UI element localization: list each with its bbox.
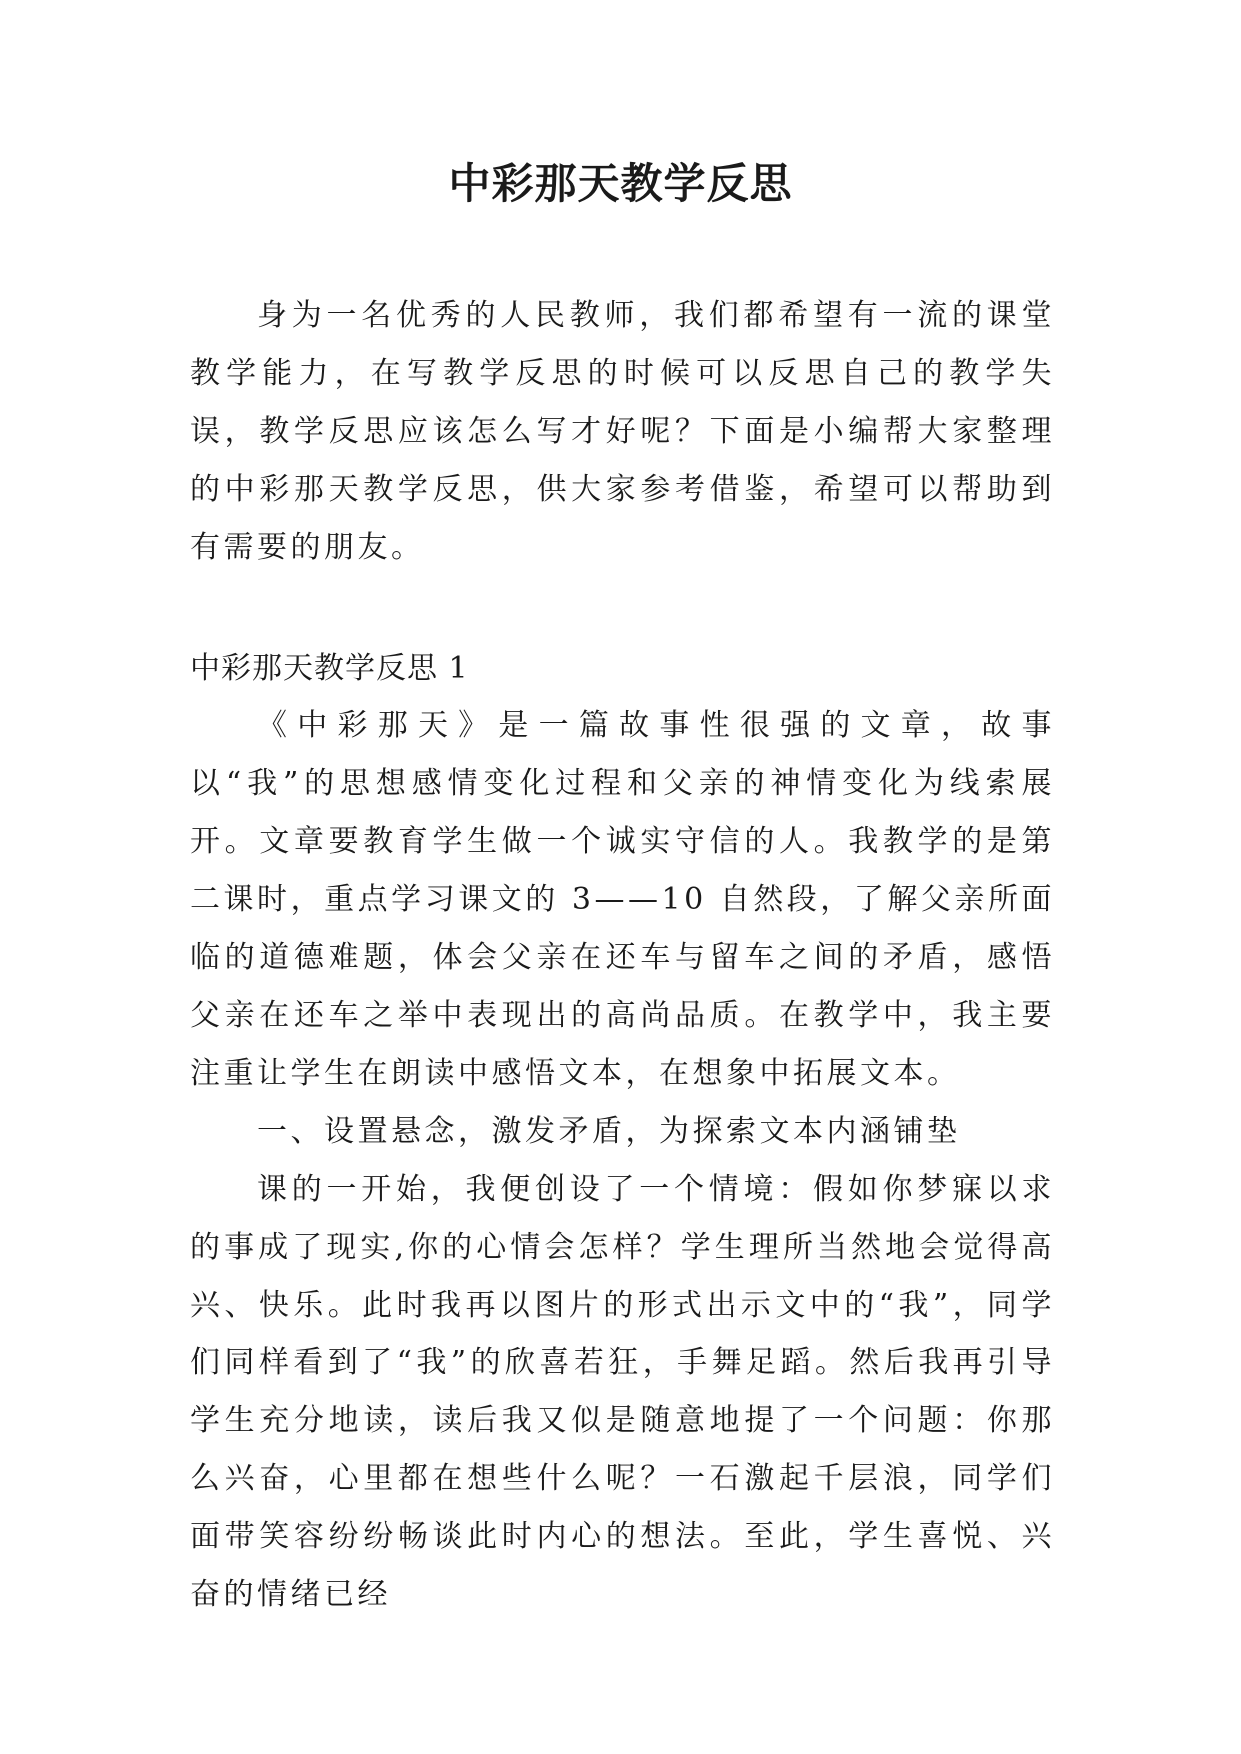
section-heading: 中彩那天教学反思 1 <box>190 650 469 686</box>
intro-paragraph: 身为一名优秀的人民教师，我们都希望有一流的课堂教学能力，在写教学反思的时候可以反思自己的教学失误，教学反思应该怎么写才好呢？下面是小编帮大家整理的中彩那天教学反思，供大家参考借鉴，希望可以帮助到有需要的朋友。 <box>190 298 1055 565</box>
paragraph-gap <box>190 577 1055 640</box>
document-body <box>190 287 1055 1624</box>
body-paragraph: 《中彩那天》是一篇故事性很强的文章，故事以“我”的思想感情变化过程和父亲的神情变化为线索展开。文章要教育学生做一个诚实守信的人。我教学的是第二课时，重点学习课文的 3——10 自然段，了解父亲所面临的道德难题，体会父亲在还车与留车之间的矛盾，感悟父亲在还车之举中表现出的高尚品质。在教学中，我主要注重让学生在朗读中感悟文本，在想象中拓展文本。 <box>190 708 1055 1091</box>
body-paragraph: 课的一开始，我便创设了一个情境：假如你梦寐以求的事成了现实,你的心情会怎样？学生理所当然地会觉得高兴、快乐。此时我再以图片的形式出示文中的“我”，同学们同样看到了“我”的欣喜若狂，手舞足蹈。然后我再引导学生充分地读，读后我又似是随意地提了一个问题：你那么兴奋，心里都在想些什么呢？一石激起千层浪，同学们面带笑容纷纷畅谈此时内心的想法。至此，学生喜悦、兴奋的情绪已经 <box>190 1171 1055 1613</box>
subheading-paragraph: 一、设置悬念，激发矛盾，为探索文本内涵铺垫 <box>257 1113 961 1149</box>
document-title: 中彩那天教学反思 <box>448 159 793 208</box>
